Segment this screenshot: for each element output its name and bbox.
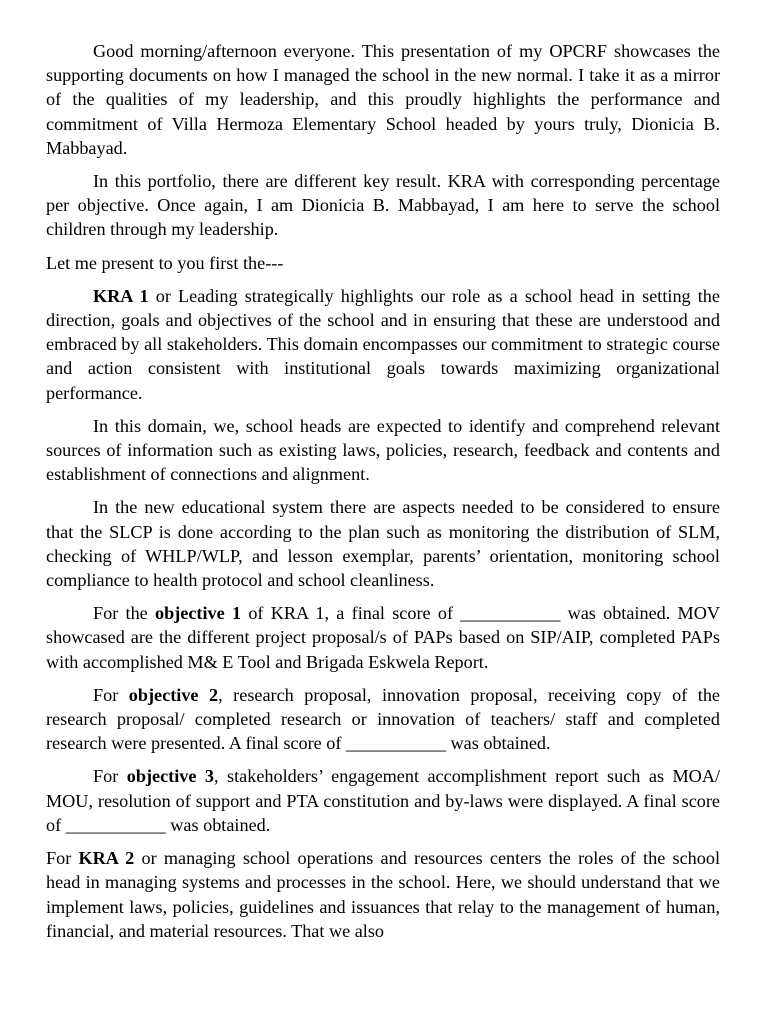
objective-3-heading: objective 3	[126, 766, 215, 787]
objective-2-heading: objective 2	[128, 684, 219, 705]
kra1-heading: KRA 1	[93, 285, 149, 306]
paragraph-objective-1	[46, 601, 720, 674]
paragraph-objective-3	[46, 764, 720, 837]
objective-2-prefix: For	[93, 684, 129, 705]
objective-2-text: , research proposal, innovation proposal, receiving copy of the research proposal/ completed research or innovation of teachers/ staff and completed research were presented. A final score of ___________ was obtained.	[46, 684, 720, 754]
kra2-prefix: For	[46, 848, 79, 869]
paragraph-objective-2	[46, 683, 720, 756]
paragraph-kra2	[46, 846, 720, 943]
objective-1-text: of KRA 1, a final score of ___________ was obtained. MOV showcased are the different project proposal/s of PAPs based on SIP/AIP, completed PAPs with accomplished M& E Tool and Brigada Eskwela Report.	[46, 603, 720, 672]
kra2-heading: KRA 2	[78, 848, 135, 869]
paragraph-intro: Good morning/afternoon everyone. This presentation of my OPCRF showcases the supporting documents on how I managed the school in the new normal. I take it as a mirror of the qualities of my leadership, and this proudly highlights the performance and commitment of Villa Hermoza Elementary School headed by yours truly, Dionicia B. Mabbayad.	[46, 41, 720, 158]
objective-3-prefix: For	[93, 766, 127, 787]
kra2-text: or managing school operations and resources centers the roles of the school head in managing systems and processes in the school. Here, we should understand that we implement laws, policies, guidelines and issuances that relay to the management of human, financial, and material resources. That we also	[46, 848, 720, 941]
objective-1-heading: objective 1	[155, 603, 242, 624]
objective-3-text: , stakeholders’ engagement accomplishment report such as MOA/ MOU, resolution of support and PTA constitution and by-laws were displayed. A final score of ___________ was obtained.	[46, 766, 721, 835]
objective-1-prefix: For the	[93, 603, 156, 624]
paragraph-portfolio: In this portfolio, there are different key result. KRA with corresponding percentage per objective. Once again, I am Dionicia B. Mabbayad, I am here to serve the school children through my leadership.	[46, 171, 720, 240]
paragraph-domain: In this domain, we, school heads are expected to identify and comprehend relevant sources of information such as existing laws, policies, research, feedback and contents and establishment of connections and alignment.	[46, 415, 720, 485]
document-page	[46, 39, 720, 952]
paragraph-kra1	[46, 284, 720, 405]
kra1-text: or Leading strategically highlights our role as a school head in setting the direction, goals and objectives of the school and in ensuring that these are understood and embraced by all stakeholders. This domain encompasses our commitment to strategic course and action consistent with institutional goals towards maximizing organizational performance.	[46, 285, 720, 403]
paragraph-new-system: In the new educational system there are aspects needed to be considered to ensure that the SLCP is done according to the plan such as monitoring the distribution of SLM, checking of WHLP/WLP, and lesson exemplar, parents’ orientation, monitoring school compliance to health protocol and school cleanliness.	[46, 497, 720, 591]
paragraph-lead-in: Let me present to you first the---	[46, 252, 284, 273]
